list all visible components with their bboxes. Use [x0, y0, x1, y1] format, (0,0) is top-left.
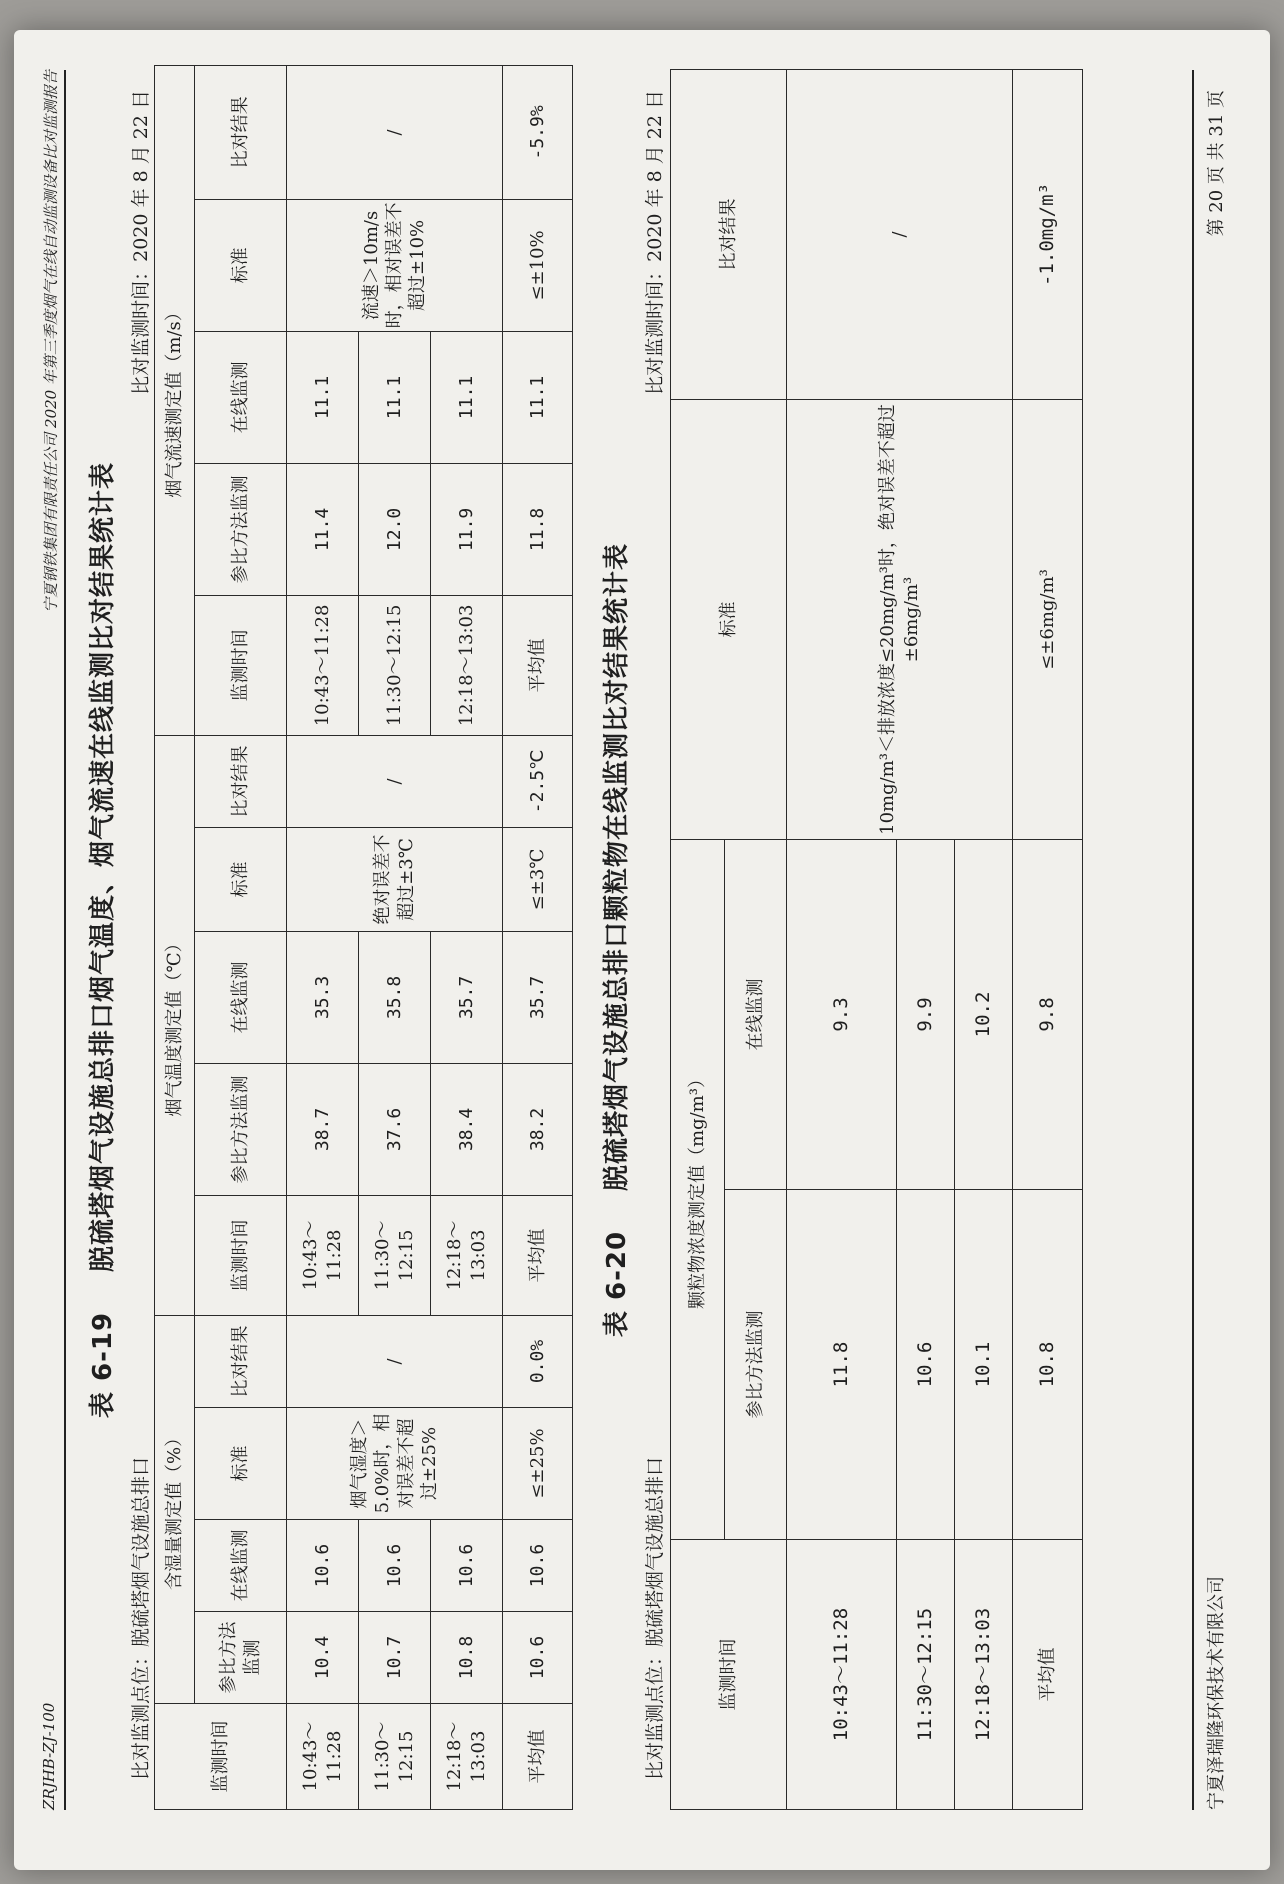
ref-value: 10.1	[955, 1190, 1013, 1540]
row-time: 11:30～12:15	[897, 1540, 955, 1810]
v-result: /	[287, 65, 503, 199]
v-ref-value: 11.9	[431, 463, 503, 595]
t20-time-header: 监测时间	[671, 1540, 787, 1810]
table-6-20-number: 表 6-20	[602, 1230, 632, 1338]
m-online-value: 10.6	[431, 1520, 503, 1612]
m-result-avg: 0.0%	[503, 1315, 573, 1407]
t-ref-value: 38.4	[431, 1063, 503, 1195]
t-result: /	[287, 735, 503, 827]
row-time: 12:18～13:03	[955, 1540, 1013, 1810]
t-avg-label: 平均值	[503, 1195, 573, 1315]
page-number: 第 20 页 共 31 页	[1206, 90, 1227, 237]
online-avg: 9.8	[1013, 839, 1083, 1189]
m-ref-value: 10.7	[359, 1612, 431, 1704]
t20-std-header: 标准	[671, 399, 787, 839]
v-row-time: 10:43～11:28	[287, 595, 359, 735]
ref-value: 10.6	[897, 1190, 955, 1540]
footer-company: 宁夏泽瑞隆环保技术有限公司	[1206, 1576, 1227, 1810]
v-result-header: 比对结果	[195, 65, 287, 199]
t-std-avg: ≤±3℃	[503, 827, 573, 931]
t20-result: /	[787, 69, 1013, 399]
t-time-header: 监测时间	[195, 1195, 287, 1315]
table-6-19-title: 脱硫塔烟气设施总排口烟气温度、烟气流速在线监测比对结果统计表	[88, 461, 118, 1272]
t-row-time: 12:18～13:03	[431, 1195, 503, 1315]
t-ref-avg: 38.2	[503, 1063, 573, 1195]
table-6-19-caption	[82, 70, 119, 1810]
m-ref-value: 10.4	[287, 1612, 359, 1704]
group-moisture: 含湿量测定值（%）	[155, 1315, 195, 1703]
group-temperature: 烟气温度测定值（℃）	[155, 735, 195, 1315]
avg-label: 平均值	[503, 1704, 573, 1810]
table-6-20-caption	[596, 70, 633, 1810]
rotated-content	[14, 30, 1270, 1870]
t-ref-value: 38.7	[287, 1063, 359, 1195]
table-6-20-date: 比对监测时间：2020 年 8 月 22 日	[644, 90, 666, 395]
footer-rule	[1192, 70, 1194, 1810]
m-online-avg: 10.6	[503, 1520, 573, 1612]
m-std-avg: ≤±25%	[503, 1408, 573, 1520]
t-result-header: 比对结果	[195, 735, 287, 827]
v-row-time: 11:30～12:15	[359, 595, 431, 735]
m-ref-value: 10.8	[431, 1612, 503, 1704]
v-ref-avg: 11.8	[503, 463, 573, 595]
table-row-average	[503, 65, 573, 1809]
table-6-19	[154, 65, 573, 1810]
t-result-avg: -2.5℃	[503, 735, 573, 827]
v-row-time: 12:18～13:03	[431, 595, 503, 735]
m-online-header: 在线监测	[195, 1520, 287, 1612]
t-ref-value: 37.6	[359, 1063, 431, 1195]
t-std-header: 标准	[195, 827, 287, 931]
v-std-avg: ≤±10%	[503, 199, 573, 331]
m-standard: 烟气湿度＞5.0%时，相对误差不超过±25%	[287, 1408, 503, 1520]
table-row	[287, 65, 359, 1809]
t-online-avg: 35.7	[503, 931, 573, 1063]
table-6-19-location: 比对监测点位：脱硫塔烟气设施总排口	[130, 1456, 152, 1780]
t-online-value: 35.7	[431, 931, 503, 1063]
t-standard: 绝对误差不超过±3℃	[287, 827, 503, 931]
m-ref-avg: 10.6	[503, 1612, 573, 1704]
v-result-avg: -5.9%	[503, 65, 573, 199]
document-page	[14, 30, 1270, 1870]
result-avg: -1.0mg/m³	[1013, 69, 1083, 399]
m-online-value: 10.6	[359, 1520, 431, 1612]
v-ref-value: 12.0	[359, 463, 431, 595]
table-row-average	[1013, 69, 1083, 1809]
table-6-20-title: 脱硫塔烟气设施总排口颗粒物在线监测比对结果统计表	[602, 542, 632, 1191]
m-result-header: 比对结果	[195, 1315, 287, 1407]
t-ref-header: 参比方法监测	[195, 1063, 287, 1195]
row-time: 10:43～11:28	[787, 1540, 897, 1810]
t-row-time: 10:43～11:28	[287, 1195, 359, 1315]
row-time: 12:18～13:03	[431, 1704, 503, 1810]
v-online-value: 11.1	[359, 331, 431, 463]
v-online-avg: 11.1	[503, 331, 573, 463]
v-time-header: 监测时间	[195, 595, 287, 735]
online-value: 9.9	[897, 839, 955, 1189]
m-std-header: 标准	[195, 1408, 287, 1520]
v-online-value: 11.1	[431, 331, 503, 463]
m-ref-header: 参比方法监测	[195, 1612, 287, 1704]
table-6-20	[670, 69, 1083, 1810]
std-avg: ≤±6mg/m³	[1013, 399, 1083, 839]
t-online-header: 在线监测	[195, 931, 287, 1063]
online-value: 10.2	[955, 839, 1013, 1189]
group-velocity: 烟气流速测定值（m/s）	[155, 65, 195, 735]
v-std-header: 标准	[195, 199, 287, 331]
ref-value: 11.8	[787, 1190, 897, 1540]
m-result: /	[287, 1315, 503, 1407]
avg-label: 平均值	[1013, 1540, 1083, 1810]
v-online-value: 11.1	[287, 331, 359, 463]
t-online-value: 35.8	[359, 931, 431, 1063]
t-online-value: 35.3	[287, 931, 359, 1063]
t20-standard: 10mg/m³＜排放浓度≤20mg/m³时，绝对误差不超过±6mg/m³	[787, 399, 1013, 839]
t-row-time: 11:30～12:15	[359, 1195, 431, 1315]
ref-avg: 10.8	[1013, 1190, 1083, 1540]
v-online-header: 在线监测	[195, 331, 287, 463]
t20-online-header: 在线监测	[725, 839, 787, 1189]
table-6-19-number: 表 6-19	[88, 1311, 118, 1419]
row-time: 11:30～12:15	[359, 1704, 431, 1810]
row-time: 10:43～11:28	[287, 1704, 359, 1810]
t20-result-header: 比对结果	[671, 69, 787, 399]
col-time-header: 监测时间	[155, 1704, 287, 1810]
t20-group-header: 颗粒物浓度测定值（mg/m³）	[671, 839, 725, 1539]
v-ref-header: 参比方法监测	[195, 463, 287, 595]
header-rule	[64, 70, 66, 1810]
report-code: ZRJHB-ZJ-100	[40, 1702, 58, 1810]
table-6-19-date: 比对监测时间：2020 年 8 月 22 日	[130, 90, 152, 395]
m-online-value: 10.6	[287, 1520, 359, 1612]
v-ref-value: 11.4	[287, 463, 359, 595]
report-title: 宁夏钢铁集团有限责任公司 2020 年第三季度烟气在线自动监测设备比对监测报告	[42, 70, 60, 613]
table-6-20-location: 比对监测点位：脱硫塔烟气设施总排口	[644, 1456, 666, 1780]
table-row	[787, 69, 897, 1809]
v-standard: 流速＞10m/s时，相对误差不超过±10%	[287, 199, 503, 331]
v-avg-label: 平均值	[503, 595, 573, 735]
t20-ref-header: 参比方法监测	[725, 1190, 787, 1540]
online-value: 9.3	[787, 839, 897, 1189]
